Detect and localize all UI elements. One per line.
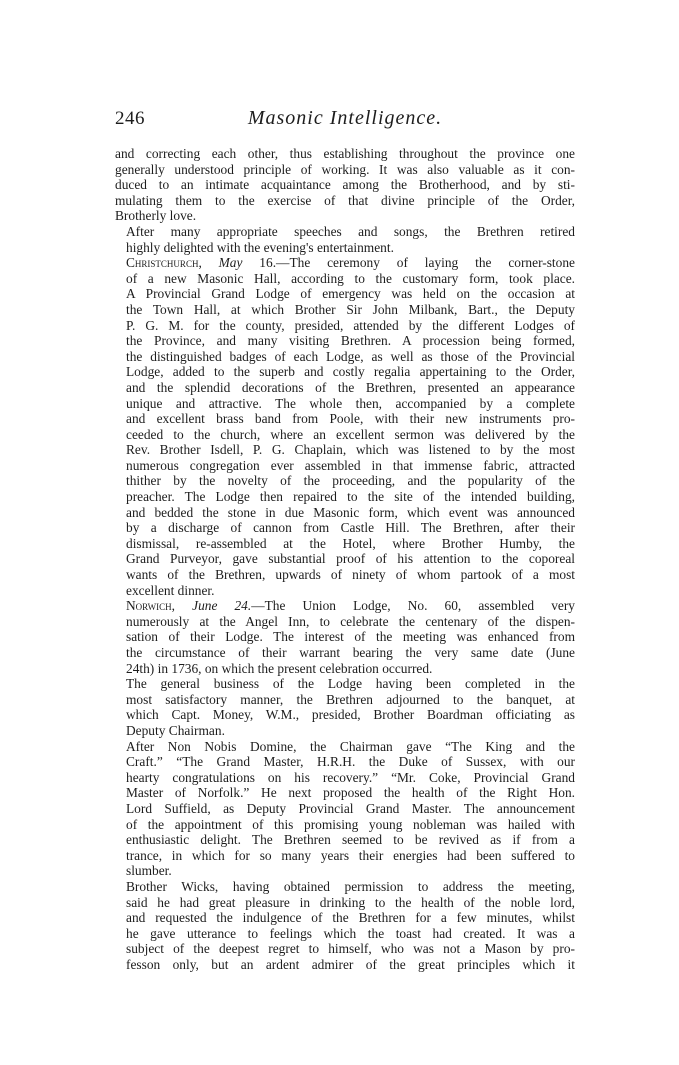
text-line: subject of the deepest regret to himself, who was not a Mason by pro- — [126, 941, 575, 957]
text-line: sation of their Lodge. The interest of the meeting was enhanced from — [126, 629, 575, 645]
text-line: After Non Nobis Domine, the Chairman gave “The King and the — [126, 738, 575, 754]
text-line: A Provincial Grand Lodge of emergency was held on the occasion at — [126, 286, 575, 302]
date-label: May — [218, 255, 243, 271]
paragraph — [115, 146, 575, 224]
text-line: preacher. The Lodge then repaired to the site of the intended building, — [126, 489, 575, 505]
text-line: fesson only, but an ardent admirer of the great principles which it — [126, 956, 575, 972]
text-line: and the splendid decorations of the Brethren, presented an appearance — [126, 379, 575, 395]
text-line: Lodge, added to the superb and costly regalia appertaining to the Order, — [126, 364, 575, 380]
text-line: generally understood principle of working. It was also valuable as it con- — [115, 161, 575, 177]
paragraph — [115, 676, 575, 738]
text-line: hearty congratulations on his recovery.” “Mr. Coke, Provincial Grand — [126, 769, 575, 785]
article-body — [115, 146, 575, 972]
text-line: and excellent brass band from Poole, with their new instruments pro- — [126, 411, 575, 427]
text-line: duced to an intimate acquaintance among the Brotherhood, and by sti- — [115, 177, 575, 193]
text-line: by a discharge of cannon from Castle Hill. The Brethren, after their — [126, 520, 575, 536]
text-line: mulating them to the exercise of that divine principle of the Order, — [115, 192, 575, 208]
text-line: Craft.” “The Grand Master, H.R.H. the Duke of Sussex, with our — [126, 754, 575, 770]
text-line: Brotherly love. — [115, 208, 197, 224]
text-line: dismissal, re-assembled at the Hotel, where Brother Humby, the — [126, 535, 575, 551]
text-line: trance, in which for so many years their energies had been suffered to — [126, 847, 575, 863]
text-line: Brother Wicks, having obtained permission to address the meeting, — [126, 878, 575, 894]
paragraph — [115, 879, 575, 973]
place-name: Norwich, — [126, 598, 176, 614]
text-line: Master of Norfolk.” He next proposed the health of the Right Hon. — [126, 785, 575, 801]
paragraph — [115, 739, 575, 879]
text-line: highly delighted with the evening's entertainment. — [126, 239, 394, 255]
text-line: thither by the novelty of the proceeding, and the popularity of the — [126, 473, 575, 489]
text-line: excellent dinner. — [126, 582, 215, 598]
text-run: 16.—The ceremony of laying the corner-stone — [242, 255, 575, 271]
text-line: Lord Suffield, as Deputy Provincial Grand Master. The announcement — [126, 800, 575, 816]
text-line: and correcting each other, thus establishing throughout the province one — [115, 146, 575, 161]
text-line: of a new Masonic Hall, according to the customary form, took place. — [126, 270, 575, 286]
text-line: unique and attractive. The whole then, accompanied by a complete — [126, 395, 575, 411]
text-line: and requested the indulgence of the Brethren for a few minutes, whilst — [126, 910, 575, 926]
text-line: the Province, and many visiting Brethren. A procession being formed, — [126, 333, 575, 349]
page-header — [115, 108, 575, 138]
text-line: of the appointment of this promising young nobleman was hailed with — [126, 816, 575, 832]
text-run: —The Union Lodge, No. 60, assembled very — [251, 598, 575, 614]
text-line: The general business of the Lodge having been completed in the — [126, 676, 575, 692]
paragraph-christchurch — [115, 255, 575, 598]
text-line: After many appropriate speeches and songs, the Brethren retired — [126, 223, 575, 239]
text-line: 24th) in 1736, on which the present celebration occurred. — [126, 660, 433, 676]
paragraph-norwich — [115, 598, 575, 676]
text-line: ceeded to the church, where an excellent sermon was delivered by the — [126, 426, 575, 442]
text-line: numerously at the Angel Inn, to celebrate the centenary of the dispen- — [126, 613, 575, 629]
page-number: 246 — [115, 108, 145, 129]
text-line: P. G. M. for the county, presided, attended by the different Lodges of — [126, 317, 575, 333]
text-line: the Town Hall, at which Brother Sir John Milbank, Bart., the Deputy — [126, 301, 575, 317]
text-line — [115, 598, 575, 614]
running-title: Masonic Intelligence. — [247, 107, 443, 129]
text-line: which Capt. Money, W.M., presided, Brother Boardman officiating as — [126, 707, 575, 723]
text-line: said he had great pleasure in drinking to the health of the noble lord, — [126, 894, 575, 910]
text-line: Deputy Chairman. — [126, 722, 225, 738]
paragraph — [115, 224, 575, 255]
text-line: he gave utterance to feelings which the toast had created. It was a — [126, 925, 575, 941]
text-line: enthusiastic delight. The Brethren seemed to be revived as if from a — [126, 832, 575, 848]
date-label: June 24. — [192, 598, 252, 614]
text-line: the circumstance of their warrant bearing the very same date (June — [126, 645, 575, 660]
text-line: Rev. Brother Isdell, P. G. Chaplain, which was listened to by the most — [126, 442, 575, 458]
text-line: the distinguished badges of each Lodge, as well as those of the Provincial — [126, 348, 575, 364]
text-line: and bedded the stone in due Masonic form, which event was announced — [126, 504, 575, 520]
text-line: Grand Purveyor, gave substantial proof of his attention to the coporeal — [126, 551, 575, 567]
text-line: most satisfactory manner, the Brethren adjourned to the banquet, at — [126, 691, 575, 707]
text-line: numerous congregation ever assembled in that immense fabric, attracted — [126, 457, 575, 473]
text-line: slumber. — [126, 863, 172, 879]
place-name: Christchurch, — [126, 255, 202, 271]
text-line: wants of the Brethren, upwards of ninety of whom partook of a most — [126, 567, 575, 583]
text-line — [115, 255, 575, 271]
